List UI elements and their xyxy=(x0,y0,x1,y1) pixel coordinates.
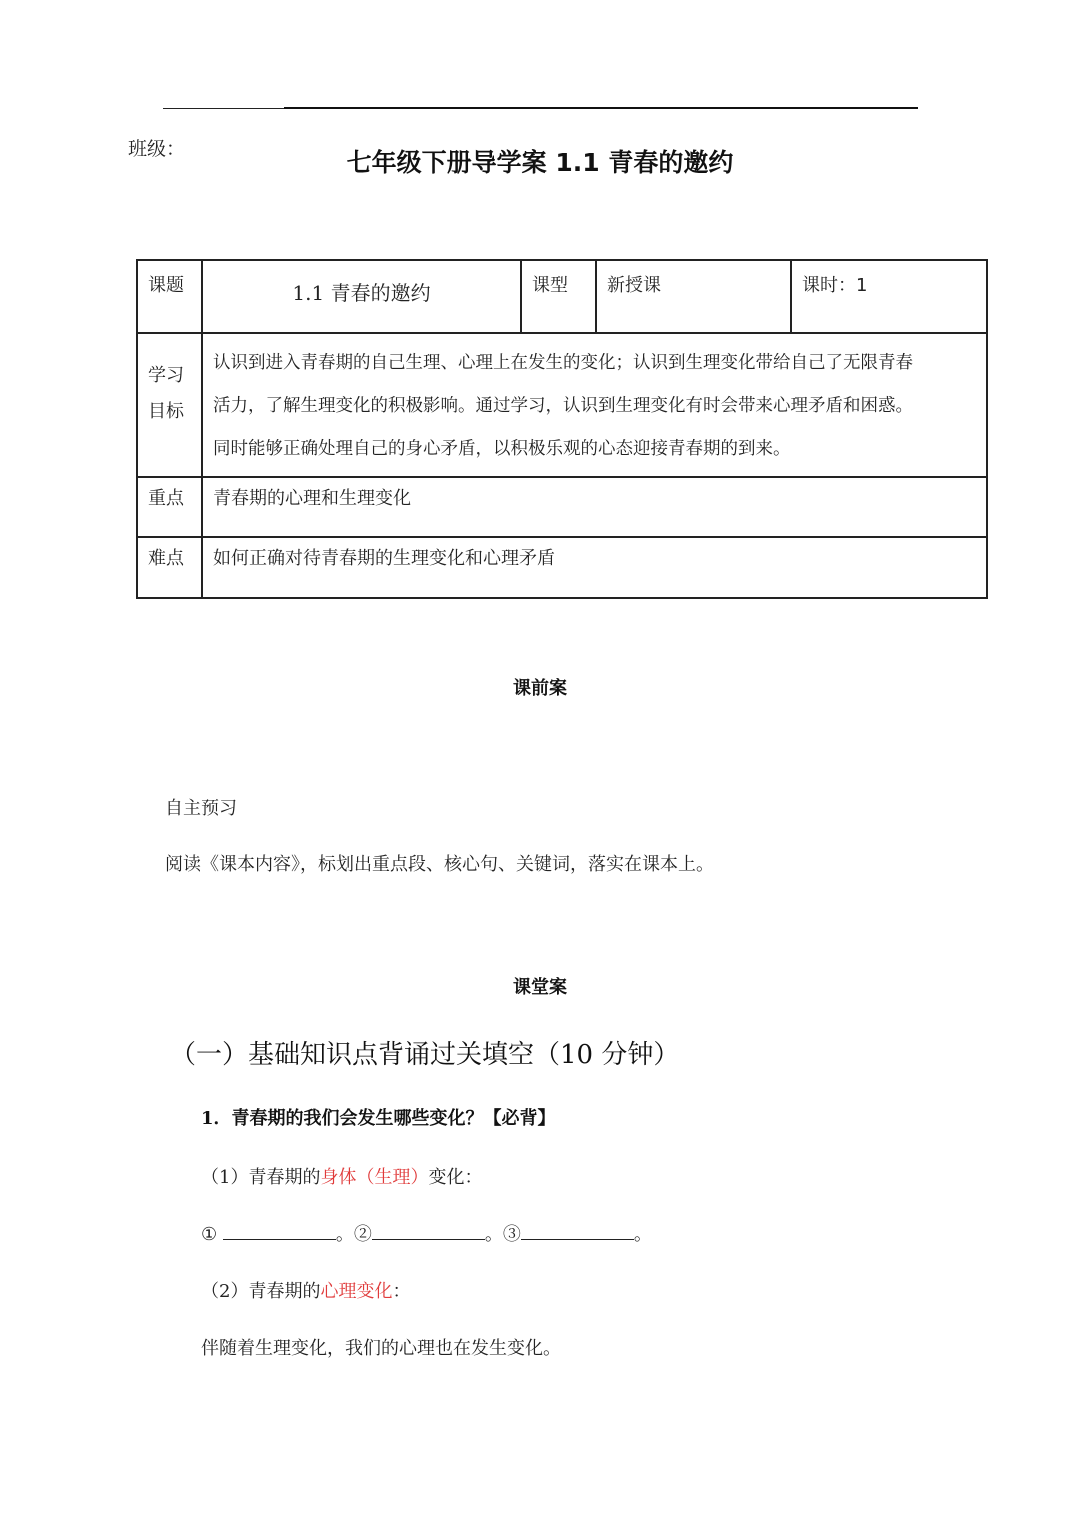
type-label: 课型 xyxy=(521,260,596,333)
item-1-suffix: 变化： xyxy=(428,1167,483,1188)
in-class-heading: 课堂案 xyxy=(513,977,567,998)
header-rule-thick xyxy=(284,107,918,109)
difficulty-label: 难点 xyxy=(137,537,202,598)
goals-label-line: 学习 xyxy=(148,365,184,386)
self-study-instruction: 阅读《课本内容》，标划出重点段、核心句、关键词，落实在课本上。 xyxy=(165,854,714,875)
item-2-text: 伴随着生理变化，我们的心理也在发生变化。 xyxy=(201,1338,561,1359)
class-hours: 课时：1 xyxy=(791,260,987,333)
class-label: 班级： xyxy=(128,138,186,160)
item-1-prefix: （1）青春期的 xyxy=(201,1167,321,1188)
blank-2[interactable] xyxy=(372,1223,485,1240)
blank-1[interactable] xyxy=(223,1223,336,1240)
difficulty-value: 如何正确对待青春期的生理变化和心理矛盾 xyxy=(202,537,987,598)
lesson-info-table xyxy=(136,259,988,599)
goals-line: 认识到进入青春期的自己生理、心理上在发生的变化；认识到生理变化带给自己了无限青春 xyxy=(213,353,913,373)
blank-3[interactable] xyxy=(521,1223,634,1240)
self-study-heading: 自主预习 xyxy=(165,798,237,819)
table-row xyxy=(137,333,987,477)
goals-text xyxy=(202,333,987,477)
section-title: （一）基础知识点背诵过关填空（10 分钟） xyxy=(170,1040,680,1070)
blank-separator: 。 xyxy=(484,1224,503,1245)
blank-1-label: ① xyxy=(201,1224,218,1245)
topic-value: 1.1 青春的邀约 xyxy=(202,260,521,333)
goals-line: 同时能够正确处理自己的身心矛盾，以积极乐观的心态迎接青春期的到来。 xyxy=(213,439,791,459)
table-row xyxy=(137,477,987,537)
blank-3-label: ③ xyxy=(502,1224,521,1245)
item-1 xyxy=(201,1163,482,1189)
key-label: 重点 xyxy=(137,477,202,537)
question-1: 1．青春期的我们会发生哪些变化？【必背】 xyxy=(201,1108,556,1129)
document-title: 七年级下册导学案 1.1 青春的邀约 xyxy=(346,148,734,177)
blank-separator: 。 xyxy=(335,1224,354,1245)
blank-separator: 。 xyxy=(633,1224,652,1245)
blank-2-label: ② xyxy=(353,1224,372,1245)
item-2-highlight: 心理变化 xyxy=(320,1281,393,1302)
goals-line: 活力，了解生理变化的积极影响。通过学习，认识到生理变化有时会带来心理矛盾和困惑。 xyxy=(213,396,913,416)
table-row xyxy=(137,537,987,598)
fill-blanks-row xyxy=(201,1220,652,1246)
item-2-suffix: ： xyxy=(392,1281,411,1302)
item-1-highlight: 身体（生理） xyxy=(320,1167,429,1188)
pre-class-heading: 课前案 xyxy=(513,678,567,699)
item-2 xyxy=(201,1277,410,1303)
item-2-prefix: （2）青春期的 xyxy=(201,1281,321,1302)
key-value: 青春期的心理和生理变化 xyxy=(202,477,987,537)
goals-label xyxy=(137,333,202,477)
goals-label-line: 目标 xyxy=(148,401,184,422)
table-row xyxy=(137,260,987,333)
topic-label: 课题 xyxy=(137,260,202,333)
type-value: 新授课 xyxy=(596,260,791,333)
